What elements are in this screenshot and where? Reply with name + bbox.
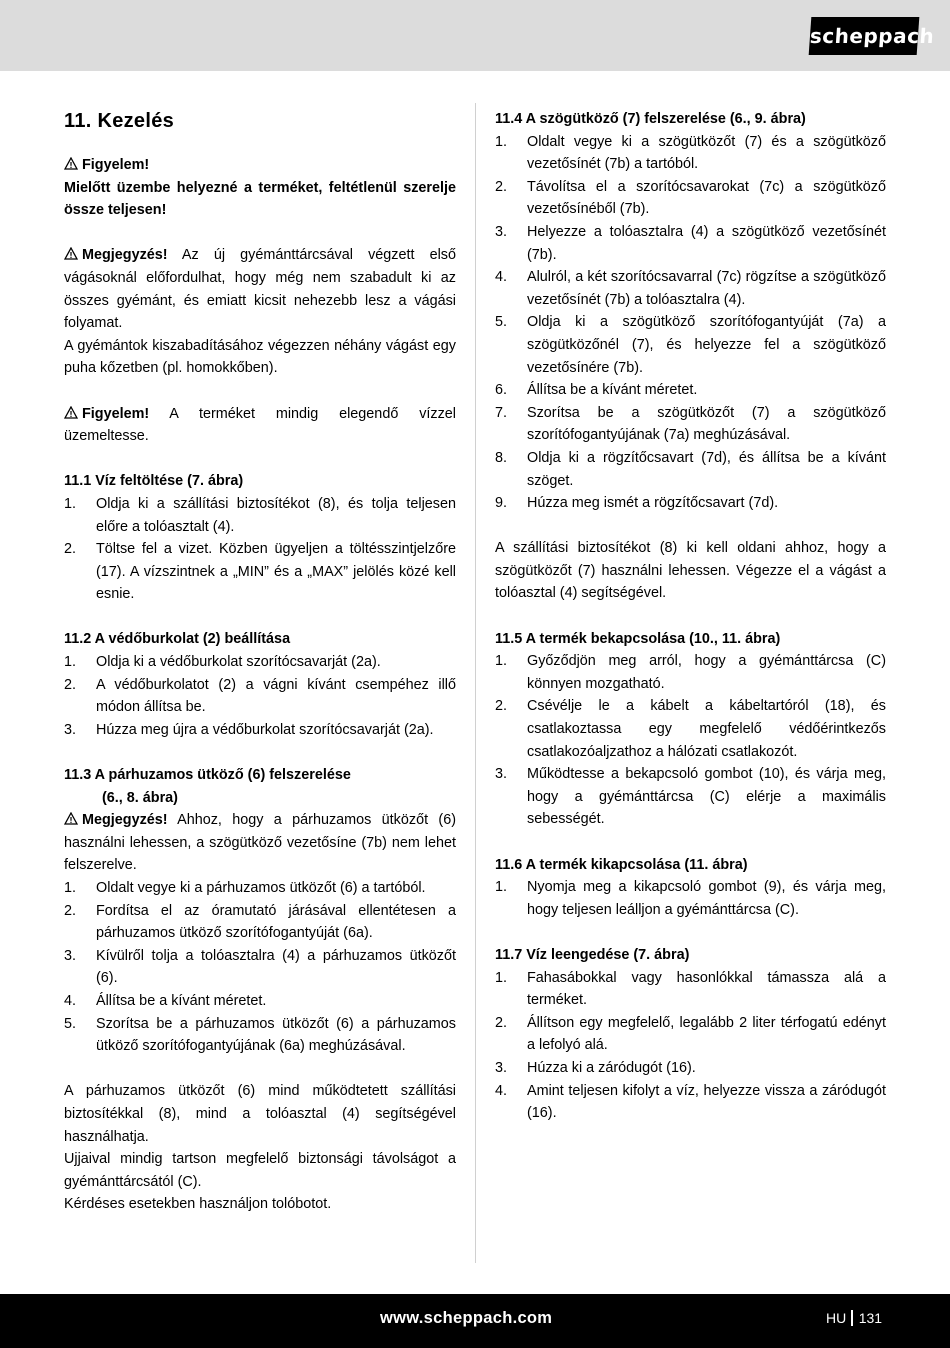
section-heading-11-4: 11.4 A szögütköző (7) felszerelése (6., 9. ábra) [495, 111, 806, 127]
list-item: 5. Szorítsa be a párhuzamos ütközőt (6) a párhuzamos ütköző szorítófogantyújának (6a) meghúzásával. [64, 1015, 456, 1055]
page-title: 11. Kezelés [64, 110, 175, 132]
paragraph: Ujjaival mindig tartson megfelelő biztonsági távolságot a gyémánttárcsától (C). [64, 1151, 456, 1190]
section-heading-11-3-sub: (6., 8. ábra) [102, 789, 178, 806]
hint-paragraph: A gyémántok kiszabadításához végezzen néhány vágást egy puha kőzetben (pl. homokkőben). [64, 337, 456, 377]
list-item: 1. Oldja ki a szállítási biztosítékot (8), és tolja teljesen előre a tolóasztalt (4). [64, 495, 456, 535]
list-item: 4. Állítsa be a kívánt méretet. [64, 992, 267, 1009]
warning-triangle-icon [64, 157, 78, 170]
hint-note: Megjegyzés! Az új gyémánttárcsával végzett első vágásoknál előfordulhat, hogy még nem szabadult ki az összes gyémánt, és emiatt kicsit nehezebb lesz a vágási folyamat. [64, 247, 456, 332]
list-item: 2. Töltse fel a vizet. Közben ügyeljen a töltésszintjelzőre (17). A vízszintnek a „MIN” és a „MAX” jelölés közé kell esnie. [64, 541, 456, 603]
list-item: 6. Állítsa be a kívánt méretet. [495, 382, 698, 399]
list-11-6 [495, 876, 886, 921]
list-item: 2. Fordítsa el az óramutató járásával ellentétesen a párhuzamos ütköző szorítófogantyúját (6a). [64, 902, 456, 942]
list-item: 1. Oldja ki a védőburkolat szorítócsavarját (2a). [64, 654, 381, 671]
list-11-5 [495, 650, 886, 831]
hint-note-11-3: Megjegyzés! Ahhoz, hogy a párhuzamos ütközőt (6) használni lehessen, a szögütköző vezetősíne (7b) nem lehet felszerelve. [64, 812, 456, 874]
warning-triangle-icon [64, 247, 78, 260]
list-item: 3. Helyezze a tolóasztalra (4) a szögütköző vezetősínét (7b). [495, 223, 886, 263]
list-item: 1. Nyomja meg a kikapcsoló gombot (9), és várja meg, hogy teljesen leálljon a gyémánttárcsa (C). [495, 879, 886, 918]
list-item: 3. Működtesse a bekapcsoló gombot (10), és várja meg, hogy a gyémánttárcsa (C) elérje a maximális sebességét. [495, 766, 886, 828]
page-indicator [826, 1310, 882, 1326]
list-item: 2. Távolítsa el a szorítócsavarokat (7c) a szögütköző vezetősínéből (7b). [495, 178, 886, 218]
section-heading-11-6: 11.6 A termék kikapcsolása (11. ábra) [495, 856, 748, 873]
footer-bar [0, 1294, 950, 1348]
warning-triangle-icon [64, 812, 78, 825]
left-column [64, 108, 456, 1216]
list-item: 9. Húzza meg ismét a rögzítőcsavart (7d). [495, 495, 779, 512]
header-bar [0, 0, 950, 71]
language-code: HU [826, 1310, 847, 1326]
list-item: 5. Oldja ki a szögütköző szorítófogantyúját (7a) a szögütközőnél (7), és helyezze fel a szögütköző vezetősínére (7b). [495, 314, 886, 376]
attention-note [64, 154, 456, 222]
list-11-3 [64, 877, 456, 1058]
list-item: 3. Húzza meg újra a védőburkolat szorítócsavarját (2a). [64, 721, 434, 738]
list-11-2 [64, 651, 456, 741]
list-item: 7. Szorítsa be a szögütközőt (7) a szögütköző szorítófogantyújának (7a) meghúzásával. [495, 404, 886, 444]
list-item: 3. Kívülről tolja a tolóasztalra (4) a párhuzamos ütközőt (6). [64, 947, 456, 987]
list-item: 1. Oldalt vegye ki a szögütközőt (7) és a szögütköző vezetősínét (7b) a tartóból. [495, 133, 886, 173]
section-heading-11-3: 11.3 A párhuzamos ütköző (6) felszerelése [64, 767, 351, 784]
website-url: www.scheppach.com [380, 1309, 553, 1327]
list-item: 8. Oldja ki a rögzítőcsavart (7d), és állítsa be a kívánt szöget. [495, 449, 886, 489]
list-item: 2. Állítson egy megfelelő, legalább 2 liter térfogatú edényt a lefolyó alá. [495, 1014, 886, 1054]
note-text: Mielőtt üzembe helyezné a terméket, feltétlenül szerelje össze teljesen! [64, 179, 456, 219]
list-item: 1. Fahasábokkal vagy hasonlókkal támassza alá a terméket. [495, 969, 886, 1009]
list-item: 3. Húzza ki a záródugót (16). [495, 1059, 696, 1076]
attention-water-note: Figyelem! A terméket mindig elegendő vízzel üzemeltesse. [64, 405, 456, 445]
page-number: 131 [858, 1310, 883, 1326]
list-11-7 [495, 967, 886, 1125]
paragraph: Kérdéses esetekben használjon tolóbotot. [64, 1196, 332, 1213]
note-label: Figyelem! [64, 157, 149, 173]
section-heading-11-2: 11.2 A védőburkolat (2) beállítása [64, 631, 291, 648]
brand-logo: scheppach [809, 17, 920, 55]
list-11-1 [64, 493, 456, 606]
list-item: 2. Csévélje le a kábelt a kábeltartóról (18), és csatlakoztassa egy megfelelő védőérintkezős csatlakozóaljzathoz a hálózati csatlakozót. [495, 698, 886, 760]
paragraph: A párhuzamos ütközőt (6) mind működtetett szállítási biztosítékkal (8), mind a tolóasztal (4) segítségével használhatja. [64, 1083, 456, 1145]
list-item: 1. Oldalt vegye ki a párhuzamos ütközőt (6) a tartóból. [64, 880, 426, 896]
section-heading-11-7: 11.7 Víz leengedése (7. ábra) [495, 946, 690, 963]
section-heading-11-1: 11.1 Víz feltöltése (7. ábra) [64, 473, 244, 490]
column-divider [475, 103, 476, 1263]
list-11-4 [495, 131, 886, 515]
list-item: 2. A védőburkolatot (2) a vágni kívánt csempéhez illő módon állítsa be. [64, 676, 456, 716]
section-heading-11-5: 11.5 A termék bekapcsolása (10., 11. ábra) [495, 630, 781, 647]
separator-bar [851, 1310, 853, 1326]
list-item: 1. Győződjön meg arról, hogy a gyémánttárcsa (C) könnyen mozgatható. [495, 653, 886, 692]
paragraph: A szállítási biztosítékot (8) ki kell oldani ahhoz, hogy a szögütközőt (7) használni lehessen. Végezze el a vágást a tolóasztal (4) segítségével. [495, 540, 886, 602]
right-column [495, 108, 886, 1125]
warning-triangle-icon [64, 406, 78, 419]
list-item: 4. Alulról, a két szorítócsavarral (7c) rögzítse a szögütköző vezetősínét (7b) a tolóasztalra (4). [495, 269, 886, 308]
list-item: 4. Amint teljesen kifolyt a víz, helyezze vissza a záródugót (16). [495, 1082, 886, 1122]
